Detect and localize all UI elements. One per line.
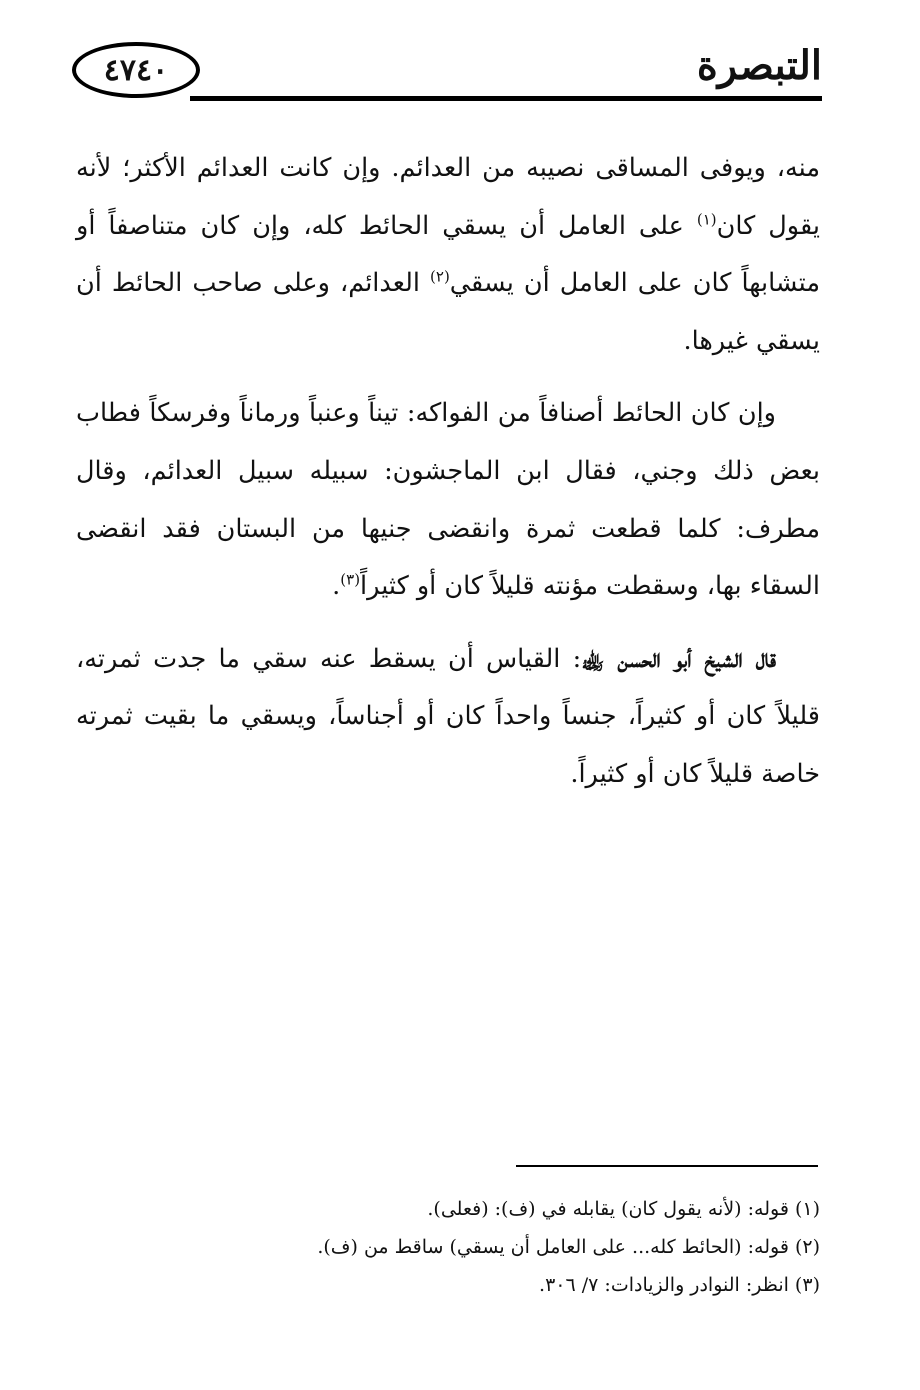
paragraph-3 (76, 631, 820, 804)
paragraph-3-lead: قال الشيخ أبو الحسن ﵀ (581, 643, 777, 674)
paragraph-3-rest: : القياس أن يسقط عنه سقي ما جدت ثمرته، قليلاً كان أو كثيراً، جنساً واحداً كان أو أجناساً، ويسقي ما بقيت ثمرته خاصة قليلاً كان أو كثيراً. (76, 643, 820, 789)
footnote-ref-3: (٣) (340, 570, 361, 589)
book-title: التبصرة (696, 42, 822, 89)
footnote-1: (١) قوله: (لأنه يقول كان) يقابله في (ف): (فعلى). (427, 1198, 820, 1220)
paragraph-1-part-b: على العامل أن يسقي الحائط كله، وإن كان متناصفاً أو متشابهاً كان على العامل أن يسقي (76, 210, 820, 299)
main-text (76, 140, 820, 819)
footnote-3: (٣) انظر: النوادر والزيادات: ٧/ ٣٠٦. (539, 1274, 820, 1296)
paragraph-2 (76, 385, 820, 615)
page-number-oval (72, 42, 200, 98)
paragraph-1-part-a: منه، ويوفى المساقى نصيبه من العدائم. وإن كانت العدائم الأكثر؛ لأنه يقول كان (76, 153, 820, 241)
footnote-separator (516, 1165, 818, 1167)
paragraph-1 (76, 140, 820, 370)
paragraph-1-part-c: العدائم، وعلى صاحب الحائط أن يسقي غيرها. (76, 268, 820, 356)
footnote-ref-1: (١) (696, 210, 717, 229)
footnote-2: (٢) قوله: (الحائط كله... على العامل أن يسقي) ساقط من (ف). (317, 1236, 820, 1258)
footnote-ref-2: (٢) (430, 267, 450, 286)
footnotes (100, 1190, 820, 1304)
paragraph-2-part-a: وإن كان الحائط أصنافاً من الفواكه: تيناً وعنباً ورماناً وفرسكاً فطاب بعض ذلك وجني، فقال ابن الماجشون: سبيله سبيل العدائم، وقال مطرف: كلما قطعت ثمرة وانقضى جنيها من البستان فقد انقضى السقاء بها، وسقطت مؤنته قليلاً كان أو كثيراً (76, 398, 820, 602)
page-header (72, 38, 822, 108)
page-number: ٤٧٤٠ (103, 52, 169, 88)
paragraph-2-part-b: . (332, 571, 341, 602)
header-rule (190, 96, 822, 101)
